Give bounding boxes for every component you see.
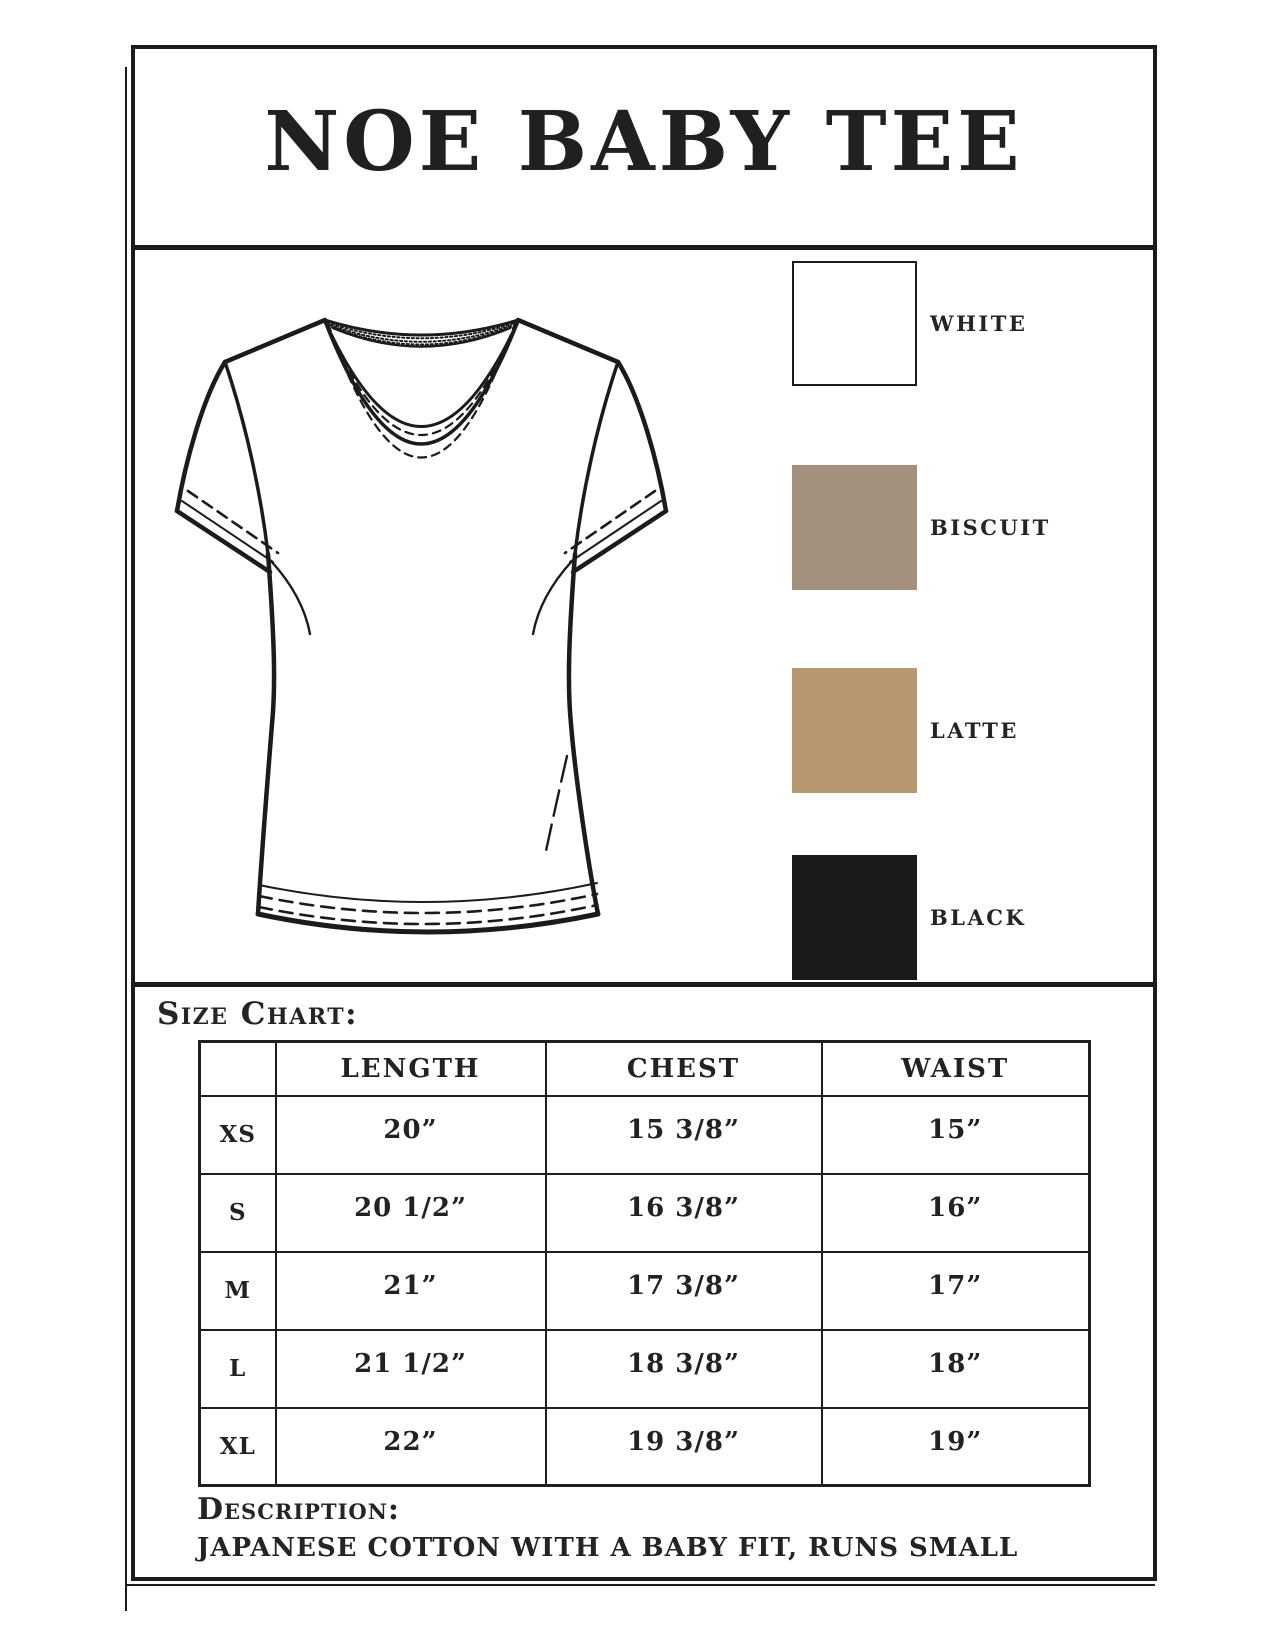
waist-value: 19” <box>822 1408 1090 1486</box>
colorway-row-black <box>792 855 1026 980</box>
colorway-row-white <box>792 261 1027 386</box>
column-header-waist: WAIST <box>822 1042 1090 1096</box>
colorway-row-latte <box>792 668 1019 793</box>
chest-value: 19 3/8” <box>546 1408 822 1486</box>
sheet-frame <box>131 45 1157 1581</box>
colorway-row-biscuit <box>792 465 1051 590</box>
color-swatch-white <box>792 261 917 386</box>
color-name-white: WHITE <box>930 311 1028 336</box>
size-label: S <box>200 1174 276 1252</box>
section-divider <box>135 982 1153 987</box>
size-chart-header-row <box>200 1042 1090 1096</box>
size-row-xs <box>200 1096 1090 1174</box>
tshirt-technical-drawing <box>140 304 685 964</box>
size-row-l <box>200 1330 1090 1408</box>
waist-value: 17” <box>822 1252 1090 1330</box>
column-header-length: LENGTH <box>276 1042 546 1096</box>
chest-value: 16 3/8” <box>546 1174 822 1252</box>
color-swatch-black <box>792 855 917 980</box>
description-block <box>197 1492 1018 1563</box>
chest-value: 15 3/8” <box>546 1096 822 1174</box>
product-title: NOE BABY TEE <box>264 94 1024 190</box>
size-label: M <box>200 1252 276 1330</box>
color-name-black: BLACK <box>930 905 1027 930</box>
waist-value: 18” <box>822 1330 1090 1408</box>
length-value: 22” <box>276 1408 546 1486</box>
size-chart-heading: Size Chart: <box>157 996 359 1032</box>
size-label: XL <box>200 1408 276 1486</box>
length-value: 21” <box>276 1252 546 1330</box>
size-row-m <box>200 1252 1090 1330</box>
size-chart-table <box>198 1040 1091 1487</box>
waist-value: 15” <box>822 1096 1090 1174</box>
color-swatch-biscuit <box>792 465 917 590</box>
length-value: 20 1/2” <box>276 1174 546 1252</box>
color-swatch-latte <box>792 668 917 793</box>
color-name-biscuit: BISCUIT <box>930 515 1051 540</box>
chest-value: 18 3/8” <box>546 1330 822 1408</box>
title-section <box>135 49 1153 245</box>
size-row-xl <box>200 1408 1090 1486</box>
tshirt-flat-sketch <box>140 304 685 964</box>
chest-value: 17 3/8” <box>546 1252 822 1330</box>
size-label: L <box>200 1330 276 1408</box>
description-text: JAPANESE COTTON WITH A BABY FIT, RUNS SMALL <box>197 1533 1019 1563</box>
waist-value: 16” <box>822 1174 1090 1252</box>
size-label: XS <box>200 1096 276 1174</box>
column-header-chest: CHEST <box>546 1042 822 1096</box>
color-name-latte: LATTE <box>930 718 1019 743</box>
size-row-s <box>200 1174 1090 1252</box>
title-divider <box>135 245 1153 250</box>
length-value: 20” <box>276 1096 546 1174</box>
length-value: 21 1/2” <box>276 1330 546 1408</box>
column-header-size <box>200 1042 276 1096</box>
description-heading: Description: <box>197 1492 400 1527</box>
